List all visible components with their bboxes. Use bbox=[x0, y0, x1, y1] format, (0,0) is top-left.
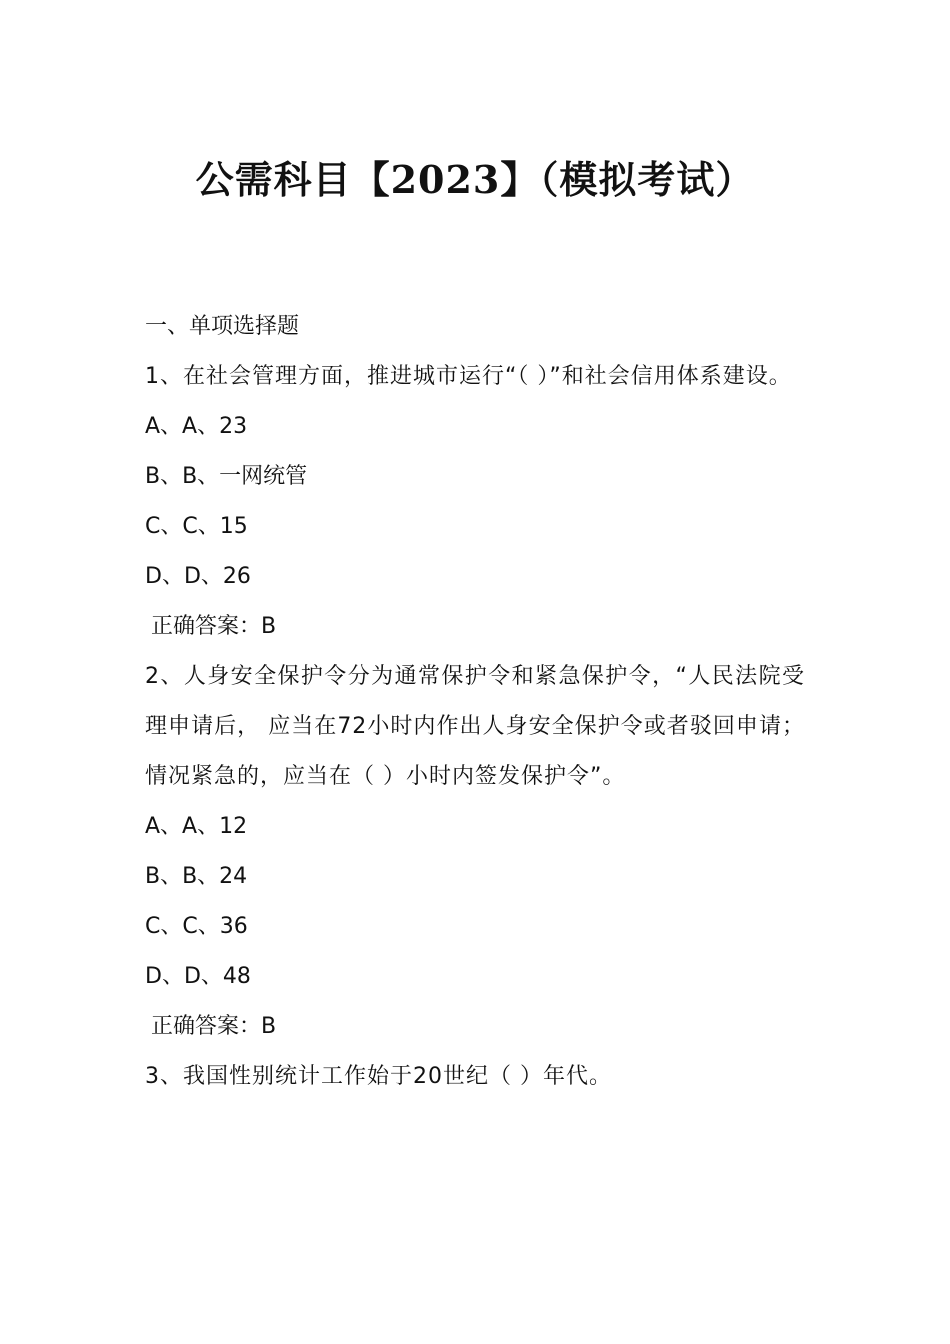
option-d: D、D、26 bbox=[145, 564, 251, 589]
option-c: C、C、15 bbox=[145, 514, 248, 539]
question-stem: 2、人身安全保护令分为通常保护令和紧急保护令，“人民法院受理申请后， 应当在72小时内作出人身安全保护令或者驳回申请；情况紧急的，应当在（ ）小时内签发保护令”。 bbox=[145, 664, 805, 789]
option-c: C、C、36 bbox=[145, 914, 248, 939]
option-b: B、B、一网统管 bbox=[145, 464, 308, 489]
correct-answer: 正确答案：B bbox=[151, 1014, 277, 1039]
question-stem: 3、我国性别统计工作始于20世纪（ ）年代。 bbox=[145, 1064, 612, 1089]
option-a: A、A、12 bbox=[145, 814, 248, 839]
document-title: 公需科目【2023】（模拟考试） bbox=[195, 157, 755, 202]
correct-answer: 正确答案：B bbox=[151, 614, 277, 639]
question-stem: 1、在社会管理方面，推进城市运行“（ ）”和社会信用体系建设。 bbox=[145, 364, 792, 389]
option-b: B、B、24 bbox=[145, 864, 248, 889]
question-2 bbox=[145, 652, 805, 1052]
option-d: D、D、48 bbox=[145, 964, 251, 989]
section-heading: 一、单项选择题 bbox=[145, 314, 300, 339]
document-content bbox=[145, 302, 805, 1102]
option-a: A、A、23 bbox=[145, 414, 248, 439]
question-3 bbox=[145, 1052, 805, 1102]
question-1 bbox=[145, 352, 805, 652]
